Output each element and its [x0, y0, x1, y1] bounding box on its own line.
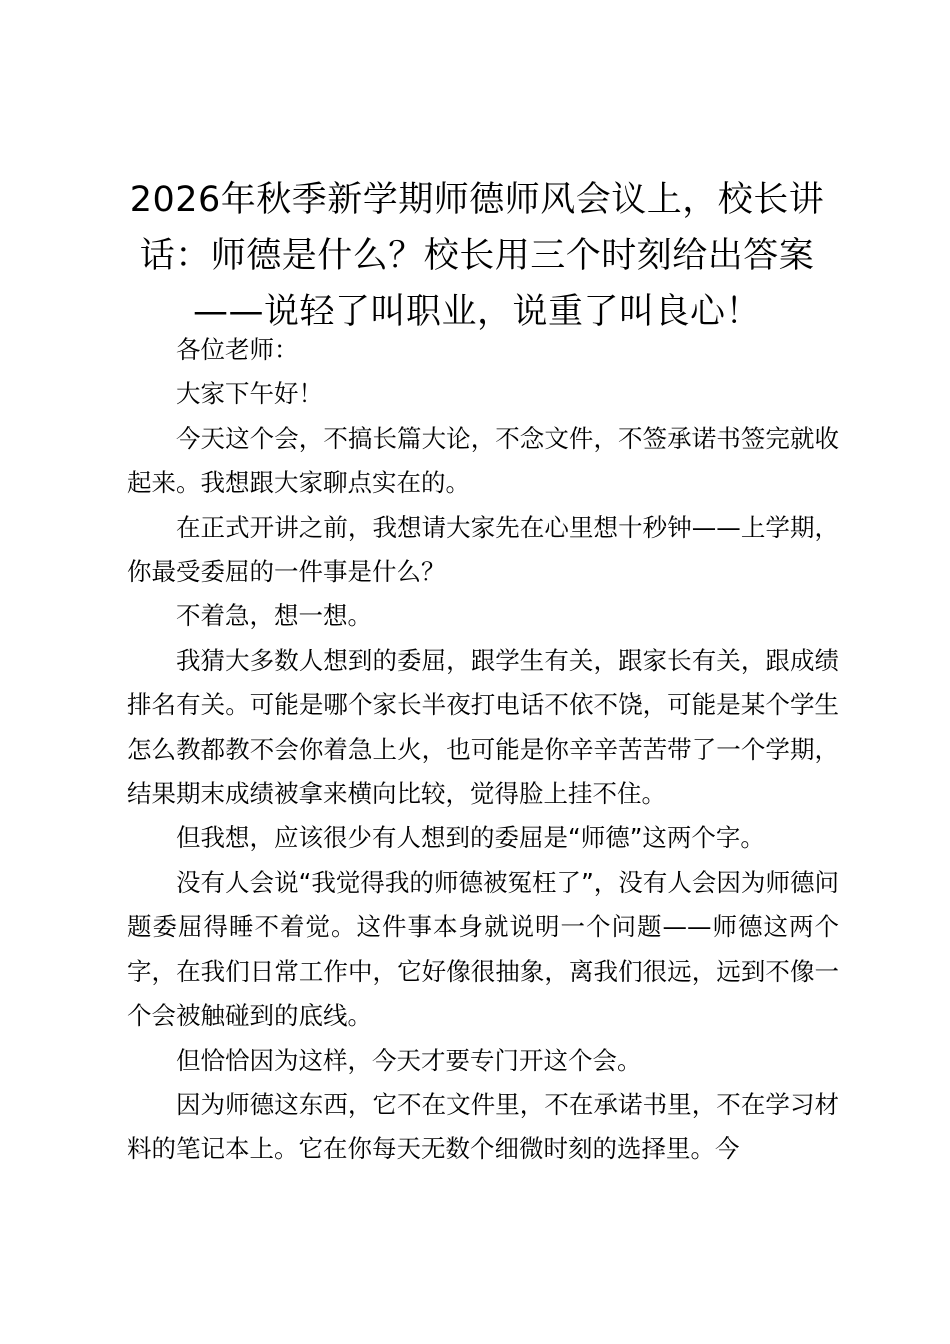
paragraph: 大家下午好！ [176, 379, 323, 409]
document-title: 2026年秋季新学期师德师风会议上，校长讲话：师德是什么？校长用三个时刻给出答案——说轻了叫职业，说重了叫良心！ [129, 180, 825, 332]
document-body [127, 328, 839, 1172]
paragraph: 不着急，想一想。 [176, 601, 372, 631]
paragraph: 我猜大多数人想到的委屈，跟学生有关，跟家长有关，跟成绩排名有关。可能是哪个家长半夜打电话不依不饶，可能是某个学生怎么教都教不会你着急上火，也可能是你辛辛苦苦带了一个学期，结果期末成绩被拿来横向比较，觉得脸上挂不住。 [127, 645, 839, 809]
paragraph: 今天这个会，不搞长篇大论，不念文件，不签承诺书签完就收起来。我想跟大家聊点实在的。 [127, 423, 839, 498]
paragraph: 因为师德这东西，它不在文件里，不在承诺书里，不在学习材料的笔记本上。它在你每天无数个细微时刻的选择里。今 [127, 1089, 839, 1164]
paragraph: 但恰恰因为这样，今天才要专门开这个会。 [176, 1045, 642, 1075]
paragraph: 各位老师： [176, 335, 299, 364]
paragraph: 在正式开讲之前，我想请大家先在心里想十秒钟——上学期，你最受委屈的一件事是什么？ [127, 512, 839, 587]
paragraph: 没有人会说“我觉得我的师德被冤枉了”，没有人会因为师德问题委屈得睡不着觉。这件事本身就说明一个问题——师德这两个字，在我们日常工作中，它好像很抽象，离我们很远，远到不像一个会被触碰到的底线。 [127, 867, 839, 1031]
paragraph: 但我想，应该很少有人想到的委屈是“师德”这两个字。 [176, 823, 765, 853]
